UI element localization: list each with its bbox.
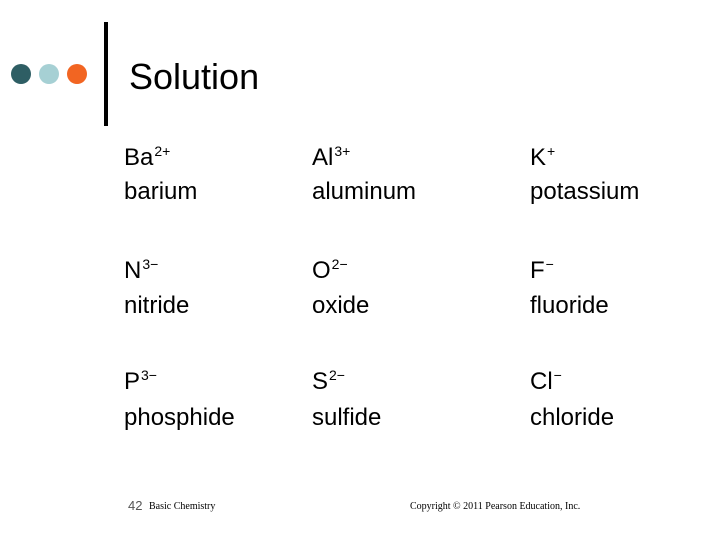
ion-symbol: $S^{2-}$ xyxy=(312,367,345,395)
decorative-dots xyxy=(11,64,95,88)
ion-name: oxide xyxy=(312,292,370,319)
ion-name: fluoride xyxy=(530,292,609,319)
dark-teal-dot-icon xyxy=(11,64,31,84)
slide-title: Solution xyxy=(129,56,260,97)
ion-symbol: $O^{2-}$ xyxy=(312,256,348,284)
book-title: Basic Chemistry xyxy=(149,501,216,512)
ion-symbol: F− xyxy=(530,256,554,284)
ion-symbol: Cl− xyxy=(530,367,562,395)
orange-dot-icon xyxy=(67,64,87,84)
ion-symbol: $P^{3-}$ xyxy=(124,367,157,395)
ion-name: barium xyxy=(124,178,198,205)
copyright-notice: Copyright © 2011 Pearson Education, Inc. xyxy=(410,501,581,512)
ion-name: nitride xyxy=(124,292,190,319)
ion-name: sulfide xyxy=(312,404,382,431)
ion-symbol: $Ba^{2+}$ xyxy=(124,143,171,171)
ion-symbol: K+ xyxy=(530,143,556,171)
title-divider xyxy=(104,22,108,126)
ion-symbol: $Al^{3+}$ xyxy=(312,143,351,171)
ion-name: phosphide xyxy=(124,404,235,431)
ion-name: potassium xyxy=(530,178,640,205)
page-number: 42 xyxy=(128,498,143,513)
ion-symbol: $N^{3-}$ xyxy=(124,256,159,284)
ion-name: chloride xyxy=(530,404,615,431)
light-teal-dot-icon xyxy=(39,64,59,84)
ion-name: aluminum xyxy=(312,178,417,205)
